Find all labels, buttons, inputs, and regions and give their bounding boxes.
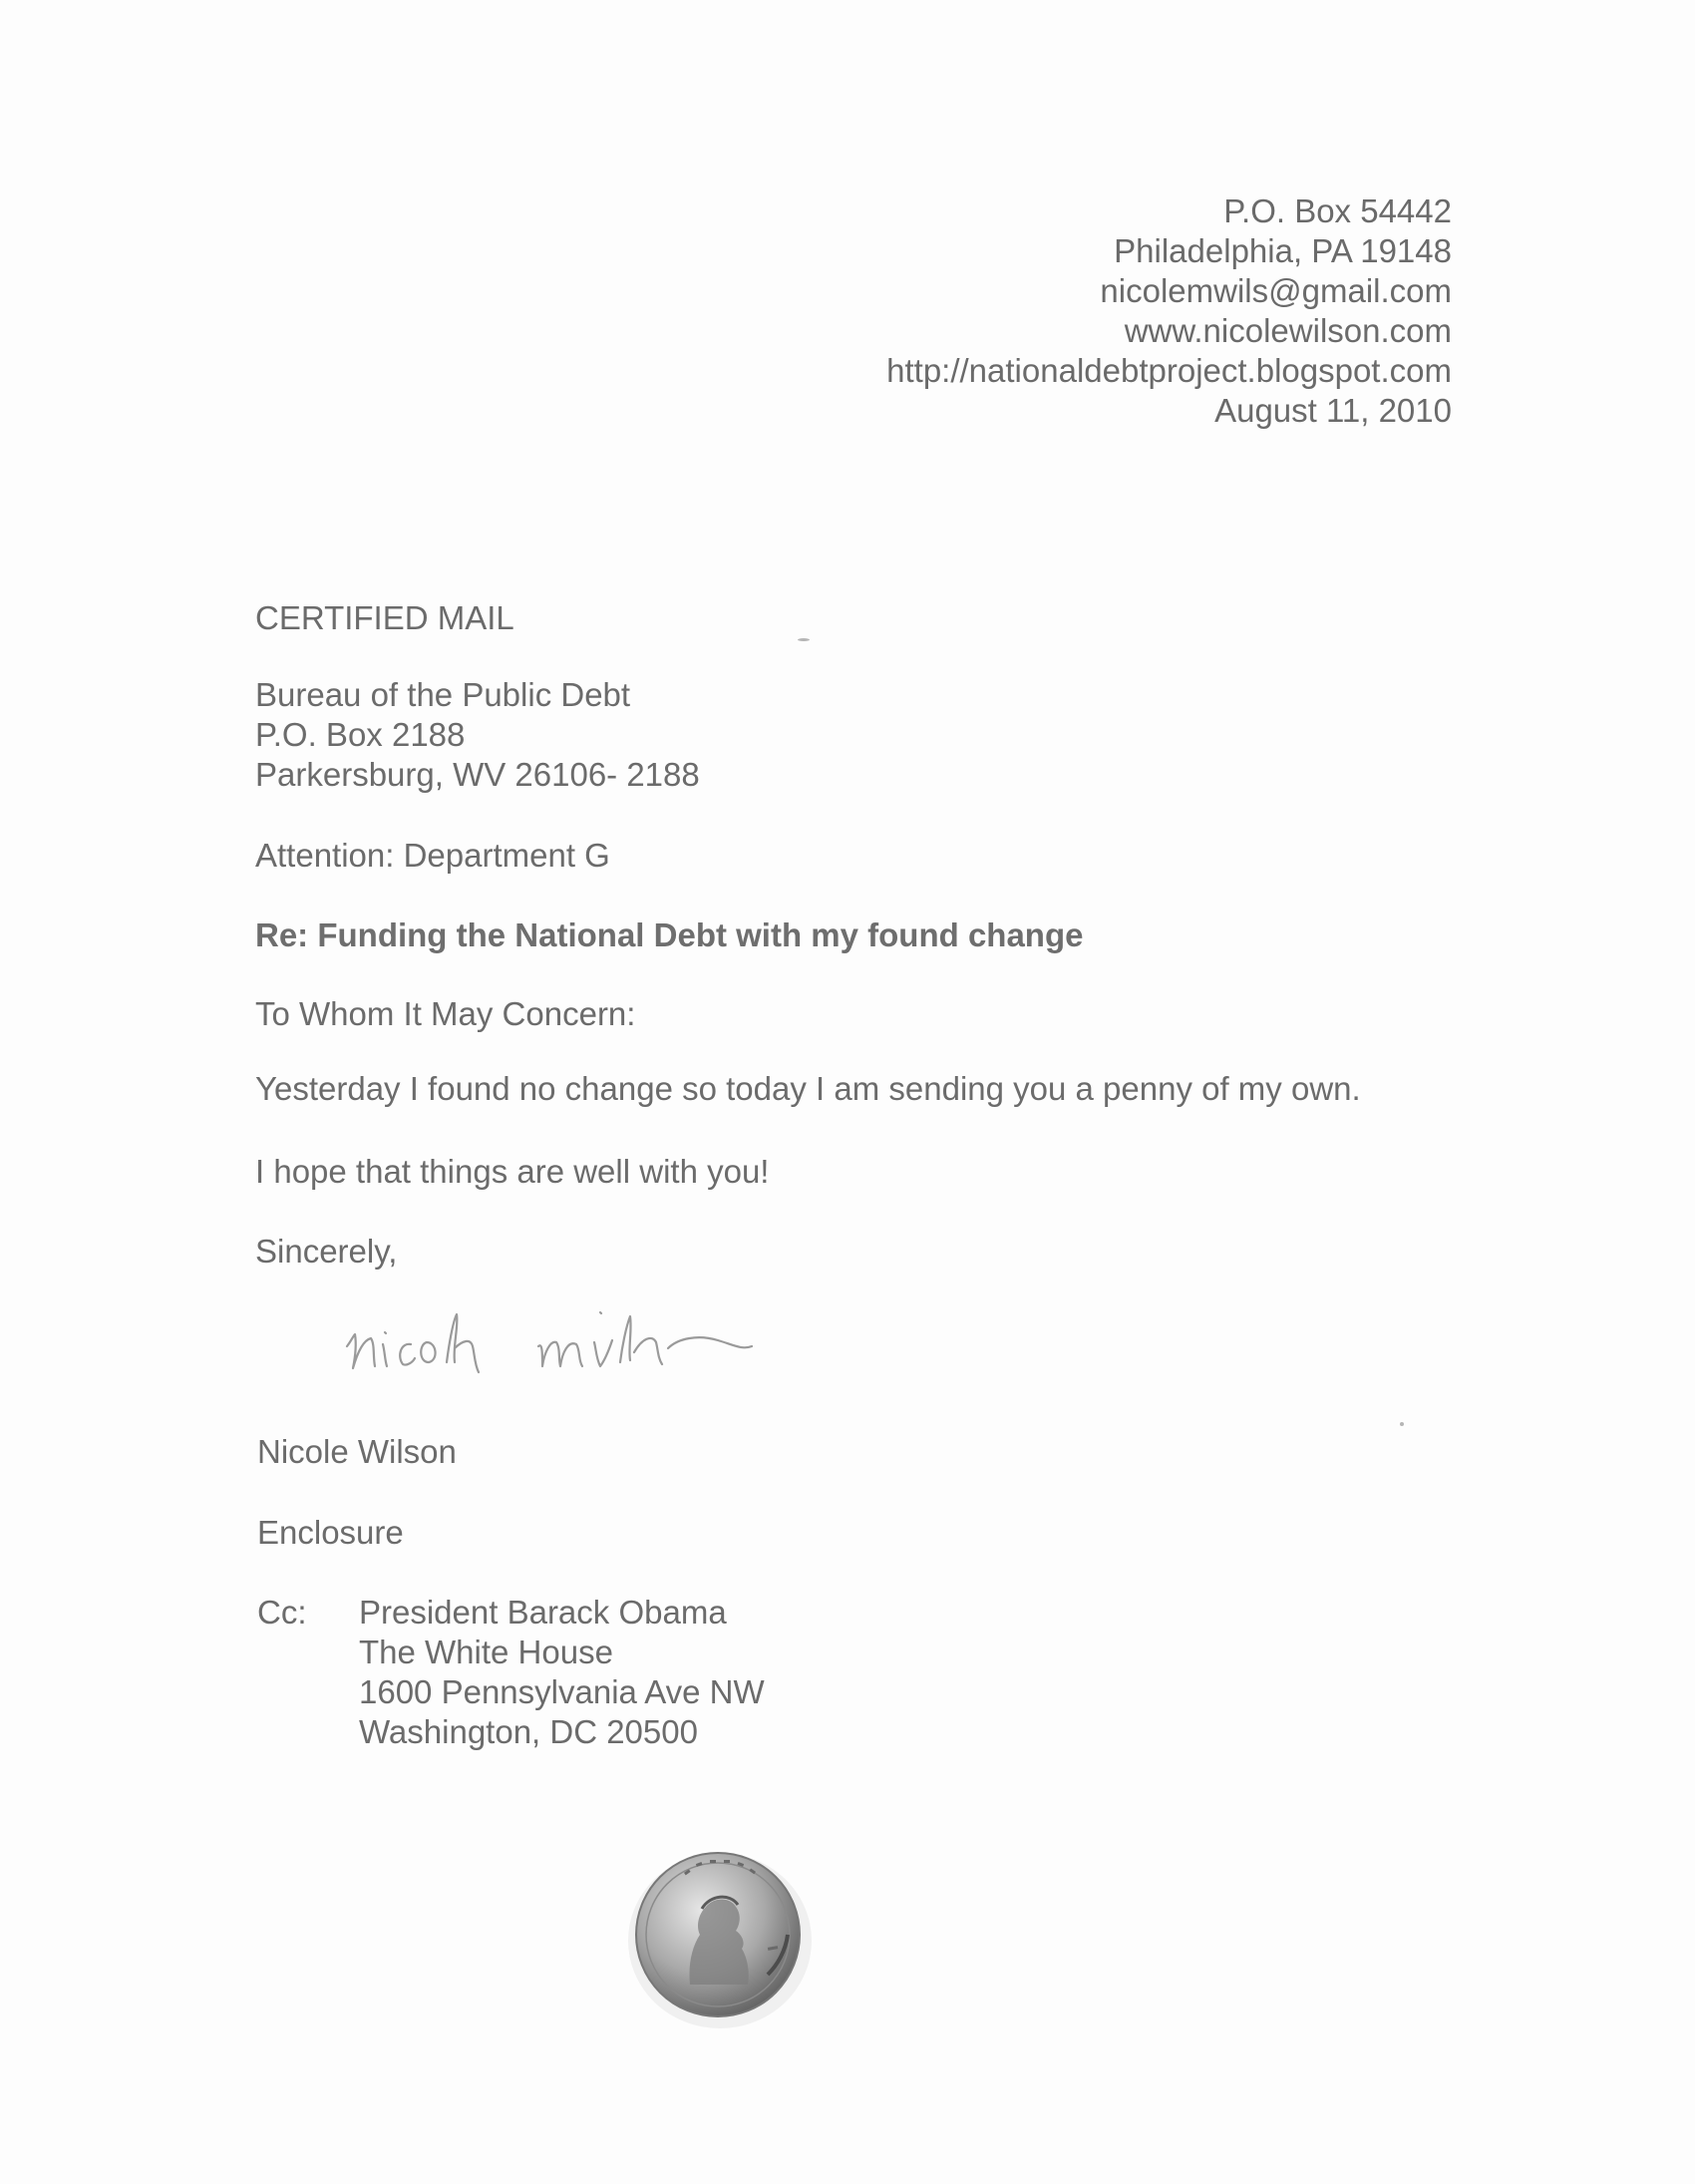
sender-city: Philadelphia, PA 19148: [1114, 232, 1452, 269]
sender-po-box: P.O. Box 54442: [1223, 192, 1452, 229]
attention-line: Attention: Department G: [255, 837, 610, 874]
certified-mail-label: CERTIFIED MAIL: [255, 599, 514, 636]
cc-address: [359, 1593, 765, 1752]
subject-line: Re: Funding the National Debt with my found change: [255, 916, 1084, 953]
recipient-address-block: [255, 675, 700, 795]
enclosure-note: Enclosure: [257, 1514, 404, 1551]
handwritten-signature: [339, 1286, 828, 1386]
body-paragraph-1: Yesterday I found no change so today I am sending you a penny of my own.: [255, 1070, 1361, 1107]
cc-label: Cc:: [257, 1594, 307, 1631]
cc-recipient-city: Washington, DC 20500: [359, 1713, 698, 1750]
cc-recipient-name: President Barack Obama: [359, 1594, 727, 1631]
salutation: To Whom It May Concern:: [255, 995, 636, 1032]
closing: Sincerely,: [255, 1233, 398, 1270]
letter-date: August 11, 2010: [1214, 392, 1452, 429]
sender-website: www.nicolewilson.com: [1124, 312, 1452, 349]
sender-address-block: [886, 191, 1452, 431]
recipient-po-box: P.O. Box 2188: [255, 716, 466, 753]
scan-speck: [798, 638, 810, 641]
scan-speck: [1400, 1422, 1404, 1426]
signer-name: Nicole Wilson: [257, 1433, 457, 1470]
penny-image: [618, 1835, 818, 2034]
cc-recipient-street: 1600 Pennsylvania Ave NW: [359, 1673, 765, 1710]
cc-recipient-org: The White House: [359, 1634, 613, 1670]
body-paragraph-2: I hope that things are well with you!: [255, 1153, 770, 1190]
sender-blog-url: http://nationaldebtproject.blogspot.com: [886, 352, 1452, 389]
recipient-city: Parkersburg, WV 26106- 2188: [255, 756, 700, 793]
sender-email: nicolemwils@gmail.com: [1100, 272, 1452, 309]
recipient-name: Bureau of the Public Debt: [255, 676, 631, 713]
